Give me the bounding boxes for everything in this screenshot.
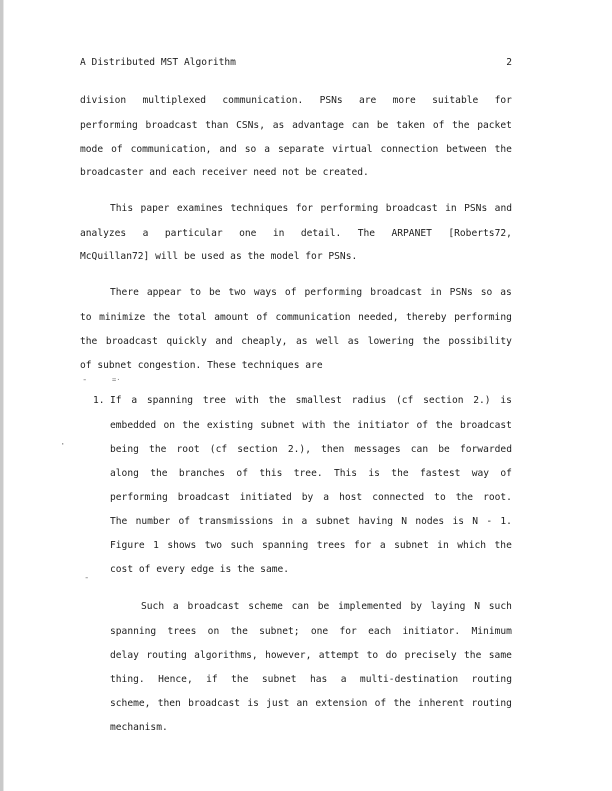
word: then (321, 444, 345, 455)
word: than (205, 120, 229, 131)
word: of (178, 516, 191, 527)
word: two (228, 287, 246, 298)
word: to (366, 650, 379, 661)
word: is (452, 516, 465, 527)
word: however, (265, 650, 312, 661)
word: scheme, (110, 698, 151, 709)
item1-line-5 (110, 492, 512, 504)
word: of (416, 420, 429, 431)
header-title: A Distributed MST Algorithm (80, 57, 236, 68)
word: virtual (332, 144, 373, 155)
word: root (176, 444, 200, 455)
word: the (455, 492, 474, 503)
word: nodes (415, 516, 445, 527)
word: do (385, 650, 398, 661)
word: extension (315, 698, 368, 709)
para1-line-2 (80, 120, 512, 132)
word: broadcast (187, 601, 240, 612)
word: attempt (318, 650, 360, 661)
word: having (358, 516, 394, 527)
word: the (435, 420, 453, 431)
word: connection (380, 144, 439, 155)
word: of (374, 698, 387, 709)
para4-line-2 (110, 626, 512, 638)
item1-line-3 (110, 444, 512, 456)
word: broadcast (370, 287, 423, 298)
word: subnet; (259, 626, 300, 637)
word: the (152, 312, 171, 323)
word: is (500, 395, 512, 406)
word: broadcast (105, 336, 158, 347)
word: so (244, 144, 257, 155)
item1-line-1 (110, 395, 512, 407)
word: as (295, 336, 308, 347)
para3-line-3 (80, 336, 512, 348)
word: is (368, 468, 380, 479)
word: subnet (394, 540, 429, 551)
word: amount (214, 312, 249, 323)
word: and (219, 144, 237, 155)
word: performing (320, 203, 379, 214)
word: routing (146, 650, 187, 661)
word: as (500, 287, 512, 298)
word: cheaply, (241, 336, 288, 347)
word: the (80, 336, 98, 347)
word: suitable (432, 95, 479, 106)
word: inherent (418, 698, 465, 709)
item1-line-2 (110, 420, 512, 432)
word: can (410, 444, 429, 455)
word: a (172, 601, 179, 612)
word: needed, (358, 312, 399, 323)
word: initiator (357, 420, 410, 431)
word: of (432, 120, 445, 131)
word: subnet (315, 516, 351, 527)
word: trees (167, 626, 197, 637)
word: a (142, 228, 149, 239)
word: and (494, 203, 512, 214)
word: in (272, 228, 285, 239)
word: has (309, 674, 328, 685)
word: packet (477, 120, 512, 131)
word: which (457, 540, 487, 551)
word: analyzes (80, 228, 127, 239)
word: for (295, 203, 314, 214)
scan-speck: · (60, 440, 66, 450)
word: separate (277, 144, 325, 155)
word: broadcast (459, 420, 512, 431)
word: The (357, 228, 376, 239)
word: ways (253, 287, 277, 298)
word: thereby (406, 312, 447, 323)
word: in (430, 287, 442, 298)
word: If (110, 395, 122, 406)
word: connected (372, 492, 425, 503)
word: be (376, 120, 389, 131)
word: being (110, 444, 139, 455)
word: of (111, 144, 123, 155)
word: performing (110, 492, 168, 503)
word: the (464, 650, 482, 661)
page-number: 2 (506, 57, 512, 68)
word: the (391, 468, 409, 479)
word: for (339, 626, 357, 637)
word: subnet (261, 674, 297, 685)
word: of (236, 468, 248, 479)
word: as (347, 336, 360, 347)
word: quickly (166, 336, 207, 347)
word: tree (202, 395, 226, 406)
word: smallest (295, 395, 342, 406)
word: multi-destination (359, 674, 459, 685)
word: [Roberts72, (448, 228, 512, 239)
word: be (317, 601, 330, 612)
word: division (80, 95, 127, 106)
item1-line-4 (110, 468, 512, 480)
word: PSNs (449, 287, 473, 298)
word: as (272, 120, 285, 131)
word: way (471, 468, 490, 479)
word: ARPANET (391, 228, 432, 239)
word: the (452, 120, 470, 131)
word: the (231, 674, 249, 685)
word: by (410, 601, 422, 612)
scan-speck: - (84, 573, 90, 583)
word: can (291, 601, 309, 612)
word: routing (471, 698, 512, 709)
word: the (230, 626, 248, 637)
word: in (281, 516, 294, 527)
word: 2.) (473, 395, 491, 406)
word: possibility (448, 336, 512, 347)
item-marker: 1. (93, 395, 105, 406)
para4-line-6: mechanism. (110, 722, 168, 733)
scan-speck: =· (112, 376, 121, 384)
word: broadcast (145, 120, 198, 131)
word: Minimum (471, 626, 512, 637)
word: and (215, 336, 233, 347)
para2-line-1 (110, 203, 512, 215)
word: transmissions (198, 516, 274, 527)
word: Figure (110, 540, 145, 551)
word: delay (110, 650, 139, 661)
word: are (359, 95, 377, 106)
word: of (256, 312, 268, 323)
word: a (264, 144, 270, 155)
word: communication, (130, 144, 212, 155)
word: by (301, 492, 314, 503)
word: 1. (500, 516, 512, 527)
word: one (239, 228, 257, 239)
word: fastest (419, 468, 461, 479)
word: lowering (367, 336, 414, 347)
word: appear (146, 287, 182, 298)
word: if (206, 674, 218, 685)
scan-edge-shade (3, 0, 4, 791)
word: each (368, 626, 392, 637)
word: implemented (338, 601, 402, 612)
word: to (80, 312, 92, 323)
word: advantage (292, 120, 345, 131)
word: subnet (260, 420, 296, 431)
word: 1 (153, 540, 159, 551)
word: a (131, 395, 138, 406)
word: section (237, 444, 278, 455)
word: minimize (99, 312, 146, 323)
word: spanning (110, 626, 157, 637)
word: more (392, 95, 416, 106)
word: - (486, 516, 493, 527)
word: N (401, 516, 408, 527)
word: initiator. (402, 626, 461, 637)
word: a (301, 516, 308, 527)
word: number (135, 516, 171, 527)
word: section (423, 395, 464, 406)
word: spanning (262, 540, 309, 551)
word: trees (316, 540, 346, 551)
word: techniques (230, 203, 289, 214)
para4-line-3 (110, 650, 512, 662)
word: branches (178, 468, 226, 479)
word: well (316, 336, 340, 347)
word: along (110, 468, 139, 479)
word: is (247, 698, 259, 709)
word: of (284, 287, 297, 298)
word: one (310, 626, 329, 637)
word: initiated (239, 492, 292, 503)
word: performing (80, 120, 138, 131)
para2-line-3: McQuillan72] will be used as the model for PSNs. (80, 251, 358, 262)
word: the (150, 468, 168, 479)
word: N (474, 601, 480, 612)
word: the (182, 420, 200, 431)
word: algorithms, (194, 650, 258, 661)
word: broadcast (385, 203, 438, 214)
word: The (110, 516, 128, 527)
word: laying (430, 601, 466, 612)
word: between (446, 144, 487, 155)
word: shows (167, 540, 197, 551)
para4-line-4 (110, 674, 512, 686)
word: in (437, 540, 449, 551)
word: with (302, 420, 326, 431)
word: be (438, 444, 450, 455)
word: for (494, 95, 512, 106)
word: PSNs (319, 95, 343, 106)
para3-line-1 (110, 287, 512, 299)
word: just (266, 698, 290, 709)
word: this (259, 468, 283, 479)
word: This (333, 468, 358, 479)
word: spanning (146, 395, 194, 406)
word: radius (351, 395, 387, 406)
item1-line-8: cost of every edge is the same. (110, 564, 290, 575)
word: on (163, 420, 176, 431)
word: the (149, 444, 167, 455)
word: routing (471, 674, 512, 685)
para4-line-5 (110, 698, 512, 710)
word: root. (483, 492, 512, 503)
para1-line-1 (80, 95, 512, 107)
word: to (189, 287, 202, 298)
para3-line-2 (80, 312, 512, 324)
word: paper (140, 203, 170, 214)
word: broadcast (177, 492, 230, 503)
word: Hence, (158, 674, 193, 685)
word: total (177, 312, 207, 323)
word: thing. (110, 674, 145, 685)
word: the (422, 336, 440, 347)
word: precisely (404, 650, 457, 661)
word: on (207, 626, 220, 637)
word: N (472, 516, 479, 527)
word: performing (454, 312, 512, 323)
word: the (268, 395, 286, 406)
para1-line-3 (80, 144, 512, 156)
word: such (230, 540, 254, 551)
word: can (351, 120, 370, 131)
word: examines (176, 203, 224, 214)
word: detail. (300, 228, 342, 239)
word: PSNs (464, 203, 488, 214)
word: communication. (222, 95, 304, 106)
word: with (235, 395, 259, 406)
word: of (500, 468, 512, 479)
word: the (332, 420, 351, 431)
word: There (110, 287, 139, 298)
word: the (494, 540, 512, 551)
word: an (296, 698, 309, 709)
word: a (323, 492, 330, 503)
word: This (110, 203, 134, 214)
item1-line-6 (110, 516, 512, 528)
word: Such (141, 601, 165, 612)
word: then (157, 698, 181, 709)
word: mode (80, 144, 104, 155)
word: for (354, 540, 372, 551)
word: the (393, 698, 411, 709)
word: scheme (248, 601, 283, 612)
word: performing (304, 287, 363, 298)
word: two (204, 540, 223, 551)
word: so (480, 287, 493, 298)
item1-line-7 (110, 540, 512, 552)
para2-line-2 (80, 228, 512, 240)
word: tree. (293, 468, 323, 479)
para1-line-4: broadcaster and each receiver need not be created. (80, 167, 369, 178)
word: multiplexed (142, 95, 207, 106)
word: existing (206, 420, 254, 431)
para4-line-1 (141, 601, 512, 613)
word: a (379, 540, 386, 551)
running-header (80, 57, 512, 68)
word: 2.), (287, 444, 311, 455)
word: CSNs, (236, 120, 265, 131)
word: same (488, 650, 512, 661)
word: host (339, 492, 363, 503)
word: in (445, 203, 457, 214)
word: embedded (110, 420, 157, 431)
word: to (434, 492, 446, 503)
word: forwarded (459, 444, 512, 455)
word: particular (164, 228, 223, 239)
para3-line-4: of subnet congestion. These techniques are (80, 360, 323, 371)
scan-speck: - (82, 375, 88, 385)
word: taken (396, 120, 426, 131)
word: (cf (395, 395, 414, 406)
word: (cf (209, 444, 228, 455)
word: communication (275, 312, 351, 323)
word: broadcast (188, 698, 241, 709)
word: a (340, 674, 347, 685)
word: be (209, 287, 221, 298)
word: messages (354, 444, 401, 455)
word: such (488, 601, 512, 612)
word: the (494, 144, 512, 155)
